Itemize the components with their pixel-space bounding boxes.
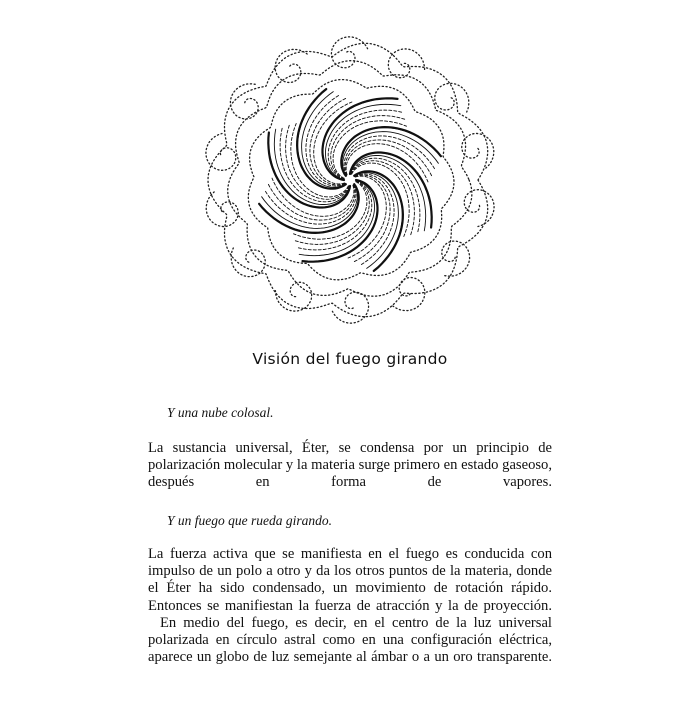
flame-arm-stroke — [280, 127, 349, 202]
flame-arm-stroke — [355, 174, 394, 265]
verse-line-2: Y un fuego que rueda girando. — [167, 513, 332, 528]
flame-arm-stroke — [344, 136, 435, 175]
paragraph-3: En medio del fuego, es decir, en el centro de la luz universal polarizada en círculo astral como en una configuración eléctrica, aparece un globo de luz semejante al ámbar o a un oro transparente. — [148, 615, 552, 666]
cloud-curl — [462, 133, 494, 168]
flame-arm-stroke — [306, 95, 345, 186]
cloud-curl — [231, 248, 265, 277]
figure-caption: Visión del fuego girando — [252, 350, 448, 368]
cloud-curl — [393, 278, 425, 311]
cloud-curl — [331, 37, 367, 68]
paragraph-2: La fuerza activa que se manifiesta en el fuego es conducida con impulso de un polo a otro y da los otros puntos de la materia, donde el Éter ha sido condensado, un movimiento de rotación rápido. Entonces se manifiestan la fuerza de atracción y la de proyección. — [148, 546, 552, 614]
cloud-curl — [388, 49, 424, 78]
cloud-curl — [206, 192, 238, 227]
flame-arm-stroke — [351, 158, 420, 233]
verse-line-1: Y una nube colosal. — [167, 405, 274, 420]
cloud-curl — [464, 190, 494, 227]
fire-vortex-illustration — [180, 18, 520, 343]
flame-arm-stroke — [328, 110, 403, 179]
cloud-curl — [275, 282, 311, 311]
flame-arm-stroke — [297, 181, 372, 250]
cloud-curl — [442, 241, 470, 276]
cloud-curl — [435, 83, 469, 112]
paragraph-1: La sustancia universal, Éter, se condensa por un principio de polarización molecular y la materia surge primero en estado gaseoso, después en forma de vapores. — [148, 440, 552, 491]
flame-arm-stroke — [265, 185, 356, 224]
